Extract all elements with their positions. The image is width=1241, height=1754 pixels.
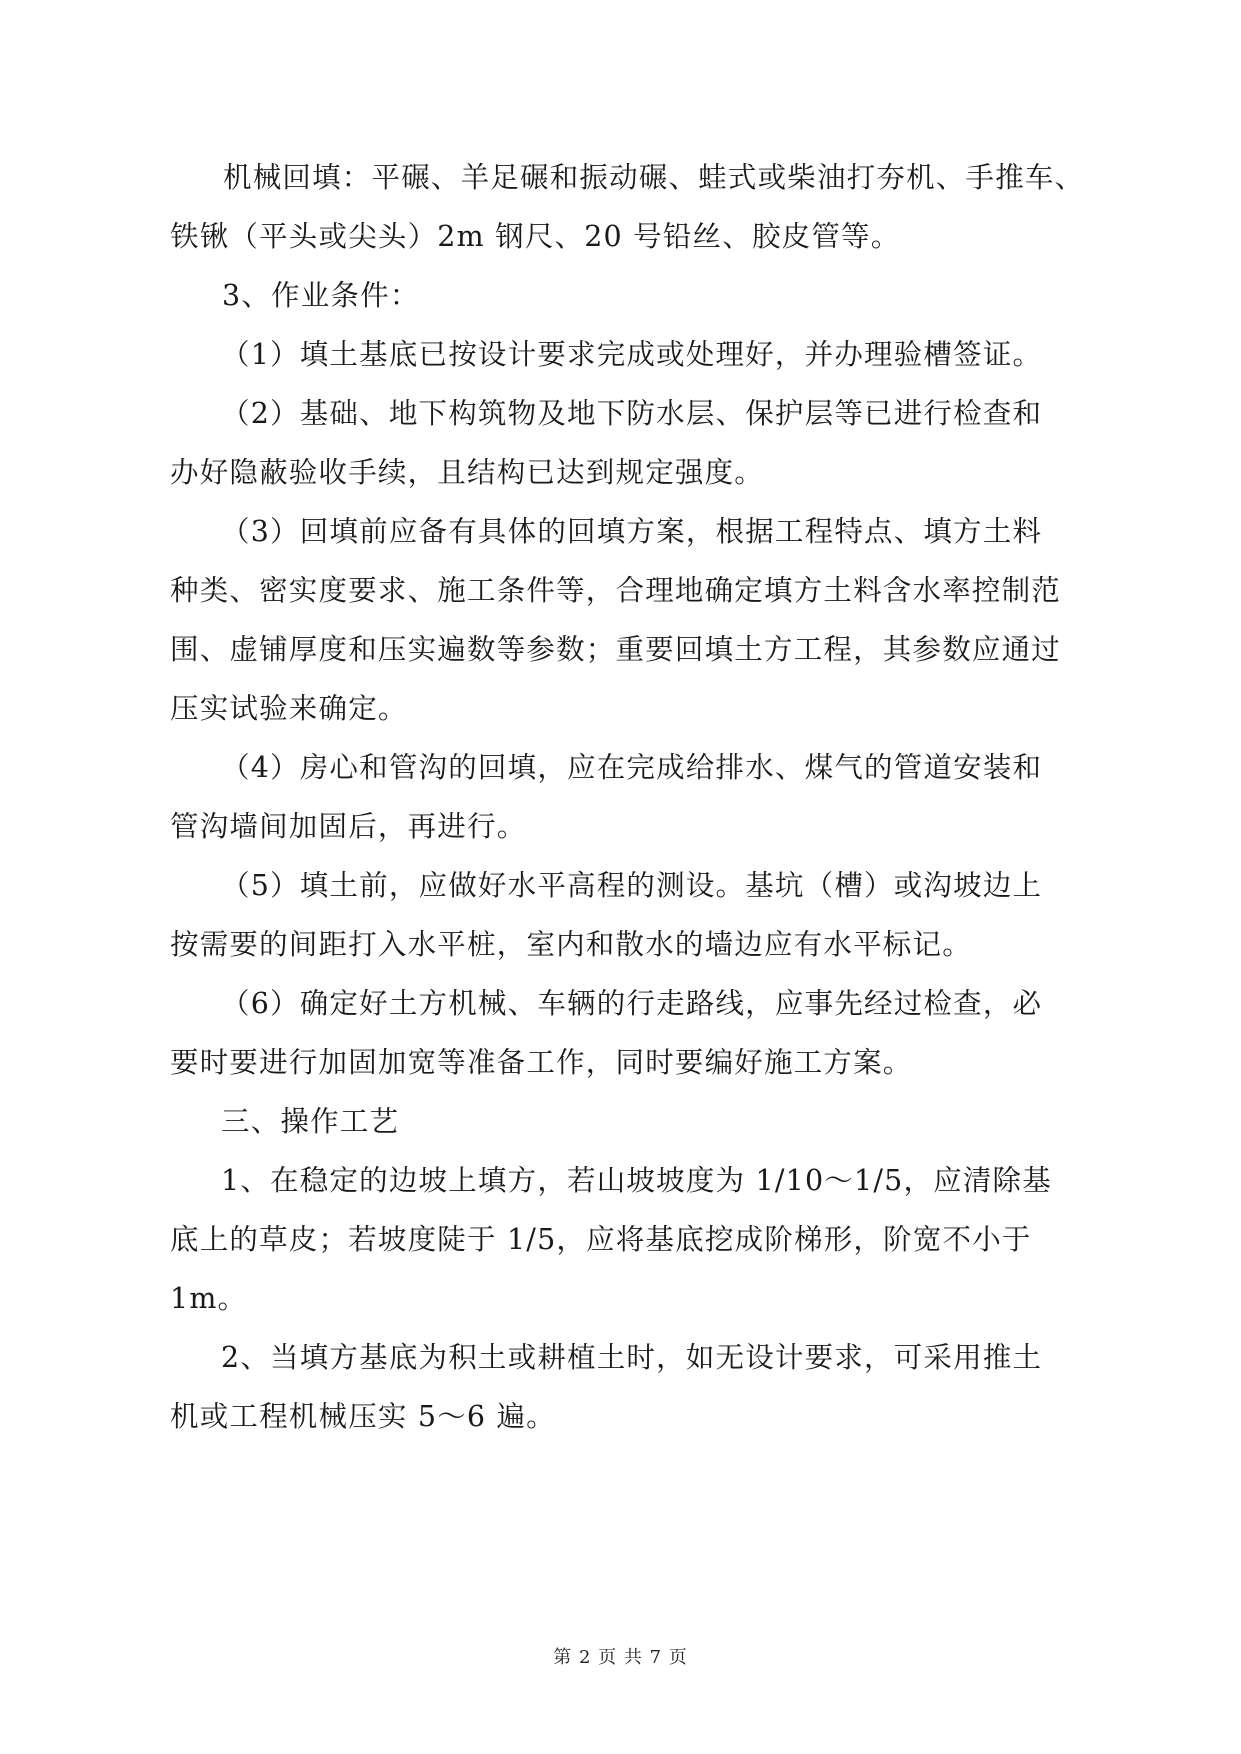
- page-number-footer: 第 2 页 共 7 页: [553, 1647, 688, 1668]
- text-line: （1）填土基底已按设计要求完成或处理好，并办理验槽签证。: [221, 338, 1043, 371]
- text-line: 种类、密实度要求、施工条件等，合理地确定填方土料含水率控制范: [170, 574, 1062, 607]
- section-heading: 3、作业条件：: [222, 279, 420, 312]
- text-line: （4）房心和管沟的回填，应在完成给排水、煤气的管道安装和: [221, 751, 1043, 784]
- text-line: 机械回填：平碾、羊足碾和振动碾、蛙式或柴油打夯机、手推车、: [223, 161, 1085, 194]
- text-line: 2、当填方基底为积土或耕植土时，如无设计要求，可采用推土: [221, 1341, 1043, 1374]
- text-line: 铁锹（平头或尖头）2m 钢尺、20 号铅丝、胶皮管等。: [170, 220, 901, 253]
- text-line: 办好隐蔽验收手续，且结构已达到规定强度。: [170, 456, 765, 489]
- text-line: 1、在稳定的边坡上填方，若山坡坡度为 1/10～1/5，应清除基: [221, 1164, 1052, 1197]
- text-line: （2）基础、地下构筑物及地下防水层、保护层等已进行检查和: [221, 397, 1043, 430]
- text-line: 围、虚铺厚度和压实遍数等参数；重要回填土方工程，其参数应通过: [170, 633, 1062, 666]
- text-line: （5）填土前，应做好水平高程的测设。基坑（槽）或沟坡边上: [221, 869, 1043, 902]
- section-heading: 三、操作工艺: [221, 1105, 400, 1138]
- text-line: 压实试验来确定。: [170, 692, 408, 725]
- text-line: 按需要的间距打入水平桩，室内和散水的墙边应有水平标记。: [170, 928, 972, 961]
- text-line: 管沟墙间加固后，再进行。: [170, 810, 527, 843]
- text-line: （3）回填前应备有具体的回填方案，根据工程特点、填方土料: [221, 515, 1043, 548]
- text-line: 1m。: [170, 1282, 248, 1315]
- text-line: 底上的草皮；若坡度陡于 1/5，应将基底挖成阶梯形，阶宽不小于: [170, 1223, 1032, 1256]
- text-line: （6）确定好土方机械、车辆的行走路线，应事先经过检查，必: [221, 987, 1043, 1020]
- text-line: 要时要进行加固加宽等准备工作，同时要编好施工方案。: [170, 1046, 913, 1079]
- text-line: 机或工程机械压实 5～6 遍。: [170, 1400, 556, 1433]
